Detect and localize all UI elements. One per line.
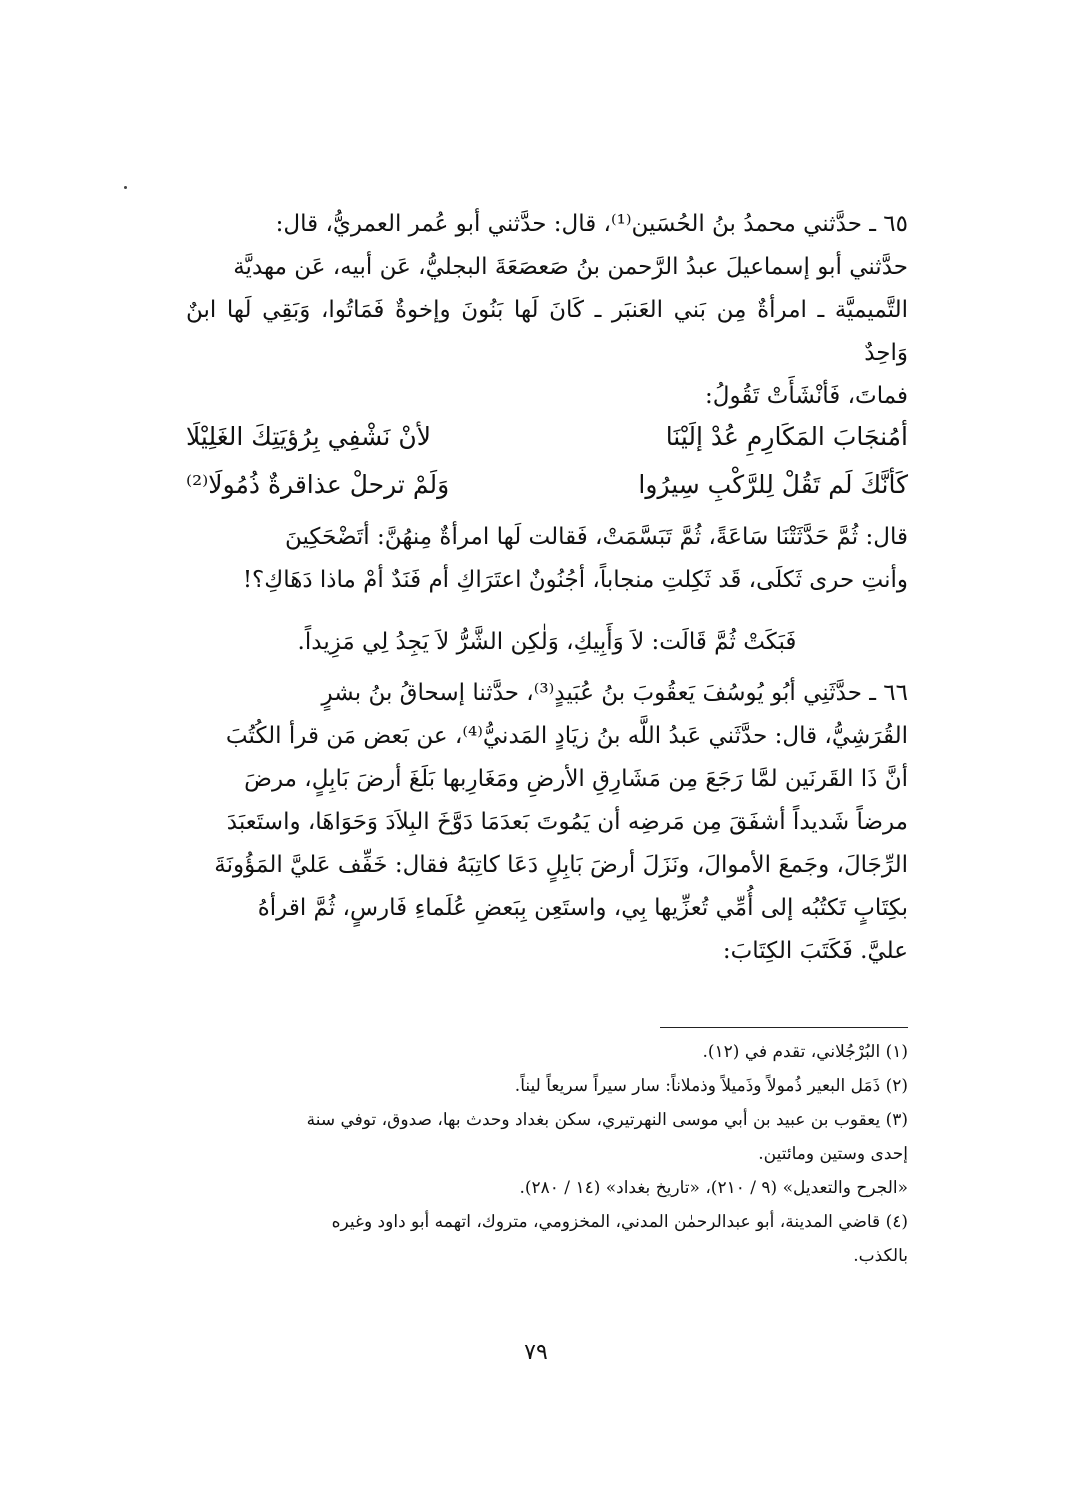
text-line: حدَّثني أبو إسماعيلَ عبدُ الرَّحمن بنُ صَعصَعَةَ البجليُّ، عَن أبيه، عَن مهديَّة xyxy=(233,254,908,280)
text-line: فماتَ، فَأنْشَأَتْ تَقُولُ: xyxy=(705,383,908,409)
text-line: الرِّجَالَ، وجَمعَ الأموالَ، ونَزَلَ أرضَ بَابِلٍ دَعَا كاتِبَهُ فقال: خَفِّف عَليَّ المَؤُونَةَ xyxy=(214,852,908,878)
footnote-separator xyxy=(660,1027,908,1028)
footnote-3: (٣) يعقوب بن عبيد بن أبي موسى النهرتيري، سكن بغداد وحدث بها، صدوق، توفي سنة xyxy=(306,1110,908,1130)
text-line: قال: ثُمَّ حَدَّثَتْنَا سَاعَةً، ثُمَّ تَبَسَّمَتْ، فَقالت لَها امرأةٌ مِنهُنَّ: أتَضْحَكِينَ xyxy=(284,524,908,550)
verse-1 xyxy=(186,412,908,460)
text-line: عليَّ. فَكَتَبَ الكِتَابَ: xyxy=(722,938,908,964)
verse-2 xyxy=(186,460,908,508)
verse-2-second-hemistich: وَلَمْ ترحلْ عذاقرةٌ ذُمُولَا⁽²⁾ xyxy=(186,469,450,499)
footnote-2: (٢) ذَمَل البعير ذُمولاً وذَميلاً وذملاناً: سار سيراً سريعاً ليناً. xyxy=(514,1076,908,1096)
entry-66 xyxy=(186,672,908,973)
poem xyxy=(186,412,908,508)
ink-speck xyxy=(124,186,127,189)
verse-2-first-hemistich: كَأنَّكَ لَم تَقُلْ لِلرَّكْبِ سِيرُوا xyxy=(638,469,908,499)
entry-65-reply xyxy=(186,621,908,664)
text-line: وأنتِ حرى ثَكلَى، قَد ثَكِلتِ منجاباً، أجُنُونٌ اعتَرَاكِ أم فَنَدٌ أمْ ماذا دَهَاكِ؟! xyxy=(242,567,908,593)
footnote-1: (١) البُرْجُلاني، تقدم في (١٢). xyxy=(702,1042,908,1062)
footnote-3-reference: «الجرح والتعديل» (٩ / ٢١٠)، «تاريخ بغداد» (١٤ / ٢٨٠). xyxy=(519,1178,908,1198)
entry-65-continuation xyxy=(186,516,908,602)
text-line: مرضاً شَديداً أشفَقَ مِن مَرضِه أن يَمُوتَ بَعدَمَا دَوَّخَ البِلاَدَ وَحَوَاهَا، واستَعبَدَ xyxy=(226,809,908,835)
text-line: أنَّ ذَا القَرنَين لمَّا رَجَعَ مِن مَشَارِقِ الأرضِ ومَغَارِبها بَلَغَ أرضَ بَابِلٍ، مرضَ xyxy=(244,766,908,792)
text-line: فَبَكَتْ ثُمَّ قَالَت: لاَ وَأَبِيكِ، وَلٰكِن الشَّرُّ لاَ يَجِدُ لِي مَزِيداً. xyxy=(297,629,797,655)
verse-1-second-hemistich: لأنْ نَشْفِي بِرُؤيَتِكَ الغَلِيْلَا xyxy=(186,421,431,451)
footnote-4-continued: بالكذب. xyxy=(853,1246,908,1266)
footnote-3-continued: إحدى وستين ومائتين. xyxy=(758,1144,908,1164)
page-number: ٧٩ xyxy=(524,1340,548,1365)
text-line: ٦٥ ـ حدَّثني محمدُ بنُ الحُسَين⁽¹⁾، قال: حدَّثني أبو عُمر العمريُّ، قال: xyxy=(275,211,908,237)
footnotes xyxy=(186,1035,908,1273)
verse-1-first-hemistich: أمُنجَابَ المَكَارِمِ عُدْ إلَيْنَا xyxy=(665,421,908,451)
entry-65-intro xyxy=(186,203,908,418)
text-line: ٦٦ ـ حدَّثَنِي أبُو يُوسُفَ يَعقُوبَ بنُ عُبَيدٍ⁽³⁾، حدَّثنا إسحاقُ بنُ بشرٍ xyxy=(321,680,908,706)
text-line: بكِتَابٍ تَكتُبُه إلى أُمِّي تُعزِّيها بِي، واستَعِن بِبَعضِ عُلَماءِ فَارسٍ، ثُمَّ اقرأهُ xyxy=(257,895,908,921)
footnote-4: (٤) قاضي المدينة، أبو عبدالرحمٰن المدني، المخزومي، متروك، اتهمه أبو داود وغيره xyxy=(331,1212,908,1232)
text-line: التَّميميَّة ـ امرأةٌ مِن بَني العَنبَر ـ كَانَ لَها بَنُونَ وإخوةٌ فَمَاتُوا، وَبَقِي لَها ابنٌ وَاحِدٌ xyxy=(186,297,908,366)
text-line: القُرَشِيُّ، قال: حدَّثَني عَبدُ اللَّه بنُ زيَادٍ المَدنيُّ⁽⁴⁾، عن بَعض مَن قرأ الكُتُبَ xyxy=(225,723,908,749)
